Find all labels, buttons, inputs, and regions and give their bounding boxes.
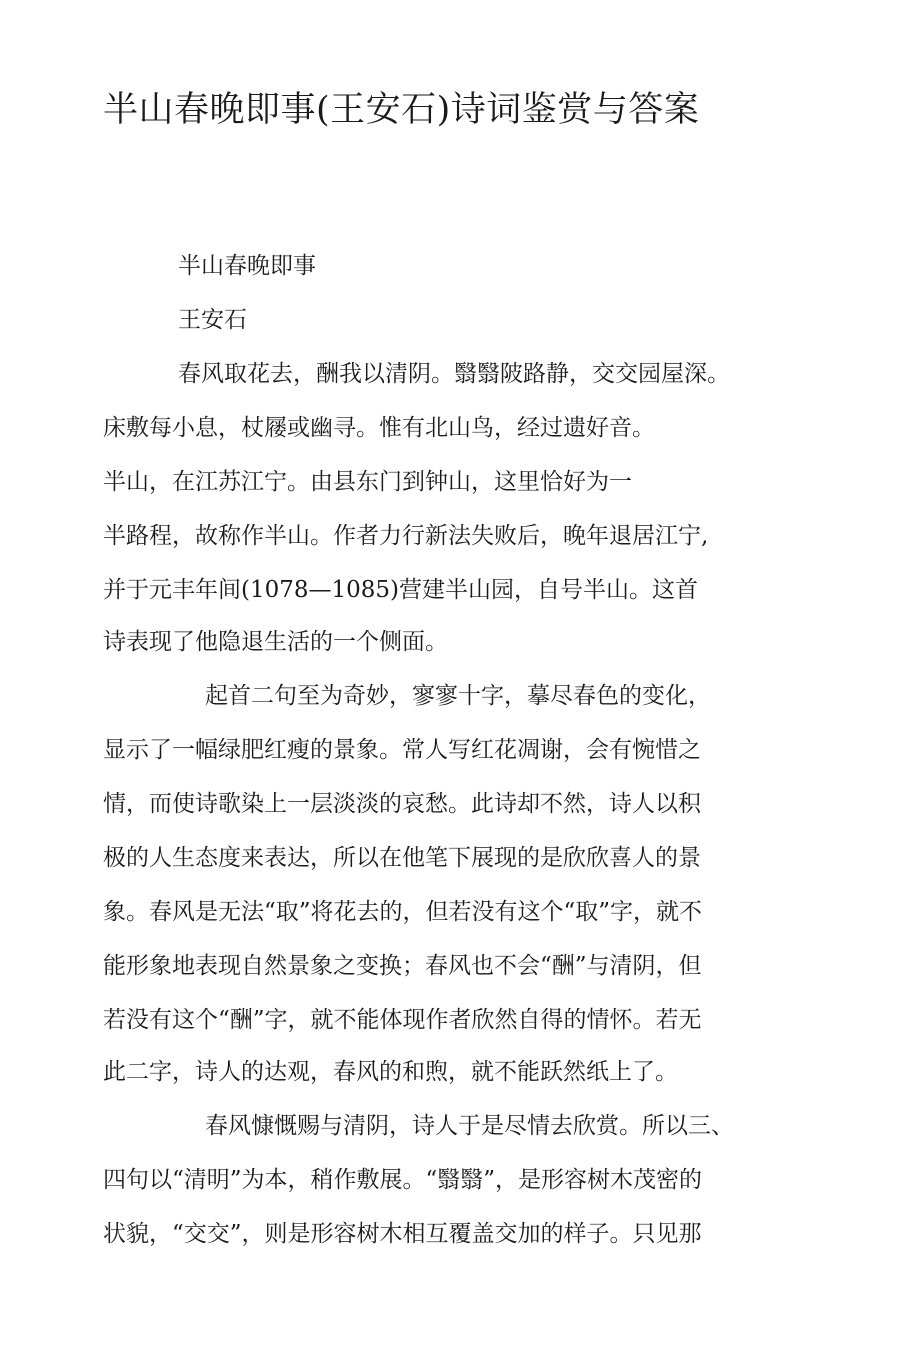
text-line: 情，而使诗歌染上一层淡淡的哀愁。此诗却不然，诗人以积 [103,791,701,817]
text-line: 四句以“清明”为本，稍作敷展。“翳翳”，是形容树木茂密的 [103,1167,703,1193]
paragraph-start: 起首二句至为奇妙，寥寥十字，摹尽春色的变化， [205,683,711,709]
text-line: 状貌，“交交”，则是形容树木相互覆盖交加的样子。只见那 [103,1221,702,1247]
text-line: 诗表现了他隐退生活的一个侧面。 [103,629,448,655]
text-line: 半路程，故称作半山。作者力行新法失败后，晚年退居江宁, [103,523,709,549]
text-line: 并于元丰年间(1078—1085)营建半山园，自号半山。这首 [103,577,699,603]
poem-line-1: 春风取花去，酬我以清阴。翳翳陂路静，交交园屋深。 [178,361,730,387]
text-line: 此二字，诗人的达观，春风的和煦，就不能跃然纸上了。 [103,1059,678,1085]
text-line: 极的人生态度来表达，所以在他笔下展现的是欣欣喜人的景 [103,845,701,871]
paragraph-start: 春风慷慨赐与清阴，诗人于是尽情去欣赏。所以三、 [205,1113,734,1139]
poem-line-2: 床敷每小息，杖屦或幽寻。惟有北山鸟，经过遗好音。 [103,415,655,441]
text-line: 能形象地表现自然景象之变换；春风也不会“酬”与清阴，但 [103,953,702,979]
text-line: 半山，在江苏江宁。由县东门到钟山，这里恰好为一 [103,469,632,495]
text-line: 显示了一幅绿肥红瘦的景象。常人写红花凋谢，会有惋惜之 [103,737,701,763]
text-line: 若没有这个“酬”字，就不能体现作者欣然自得的情怀。若无 [103,1007,702,1033]
document-title: 半山春晚即事(王安石)诗词鉴赏与答案 [103,90,700,130]
text-line: 象。春风是无法“取”将花去的，但若没有这个“取”字，就不 [103,899,703,925]
poem-author: 王安石 [178,307,247,333]
poem-title: 半山春晚即事 [178,253,316,279]
